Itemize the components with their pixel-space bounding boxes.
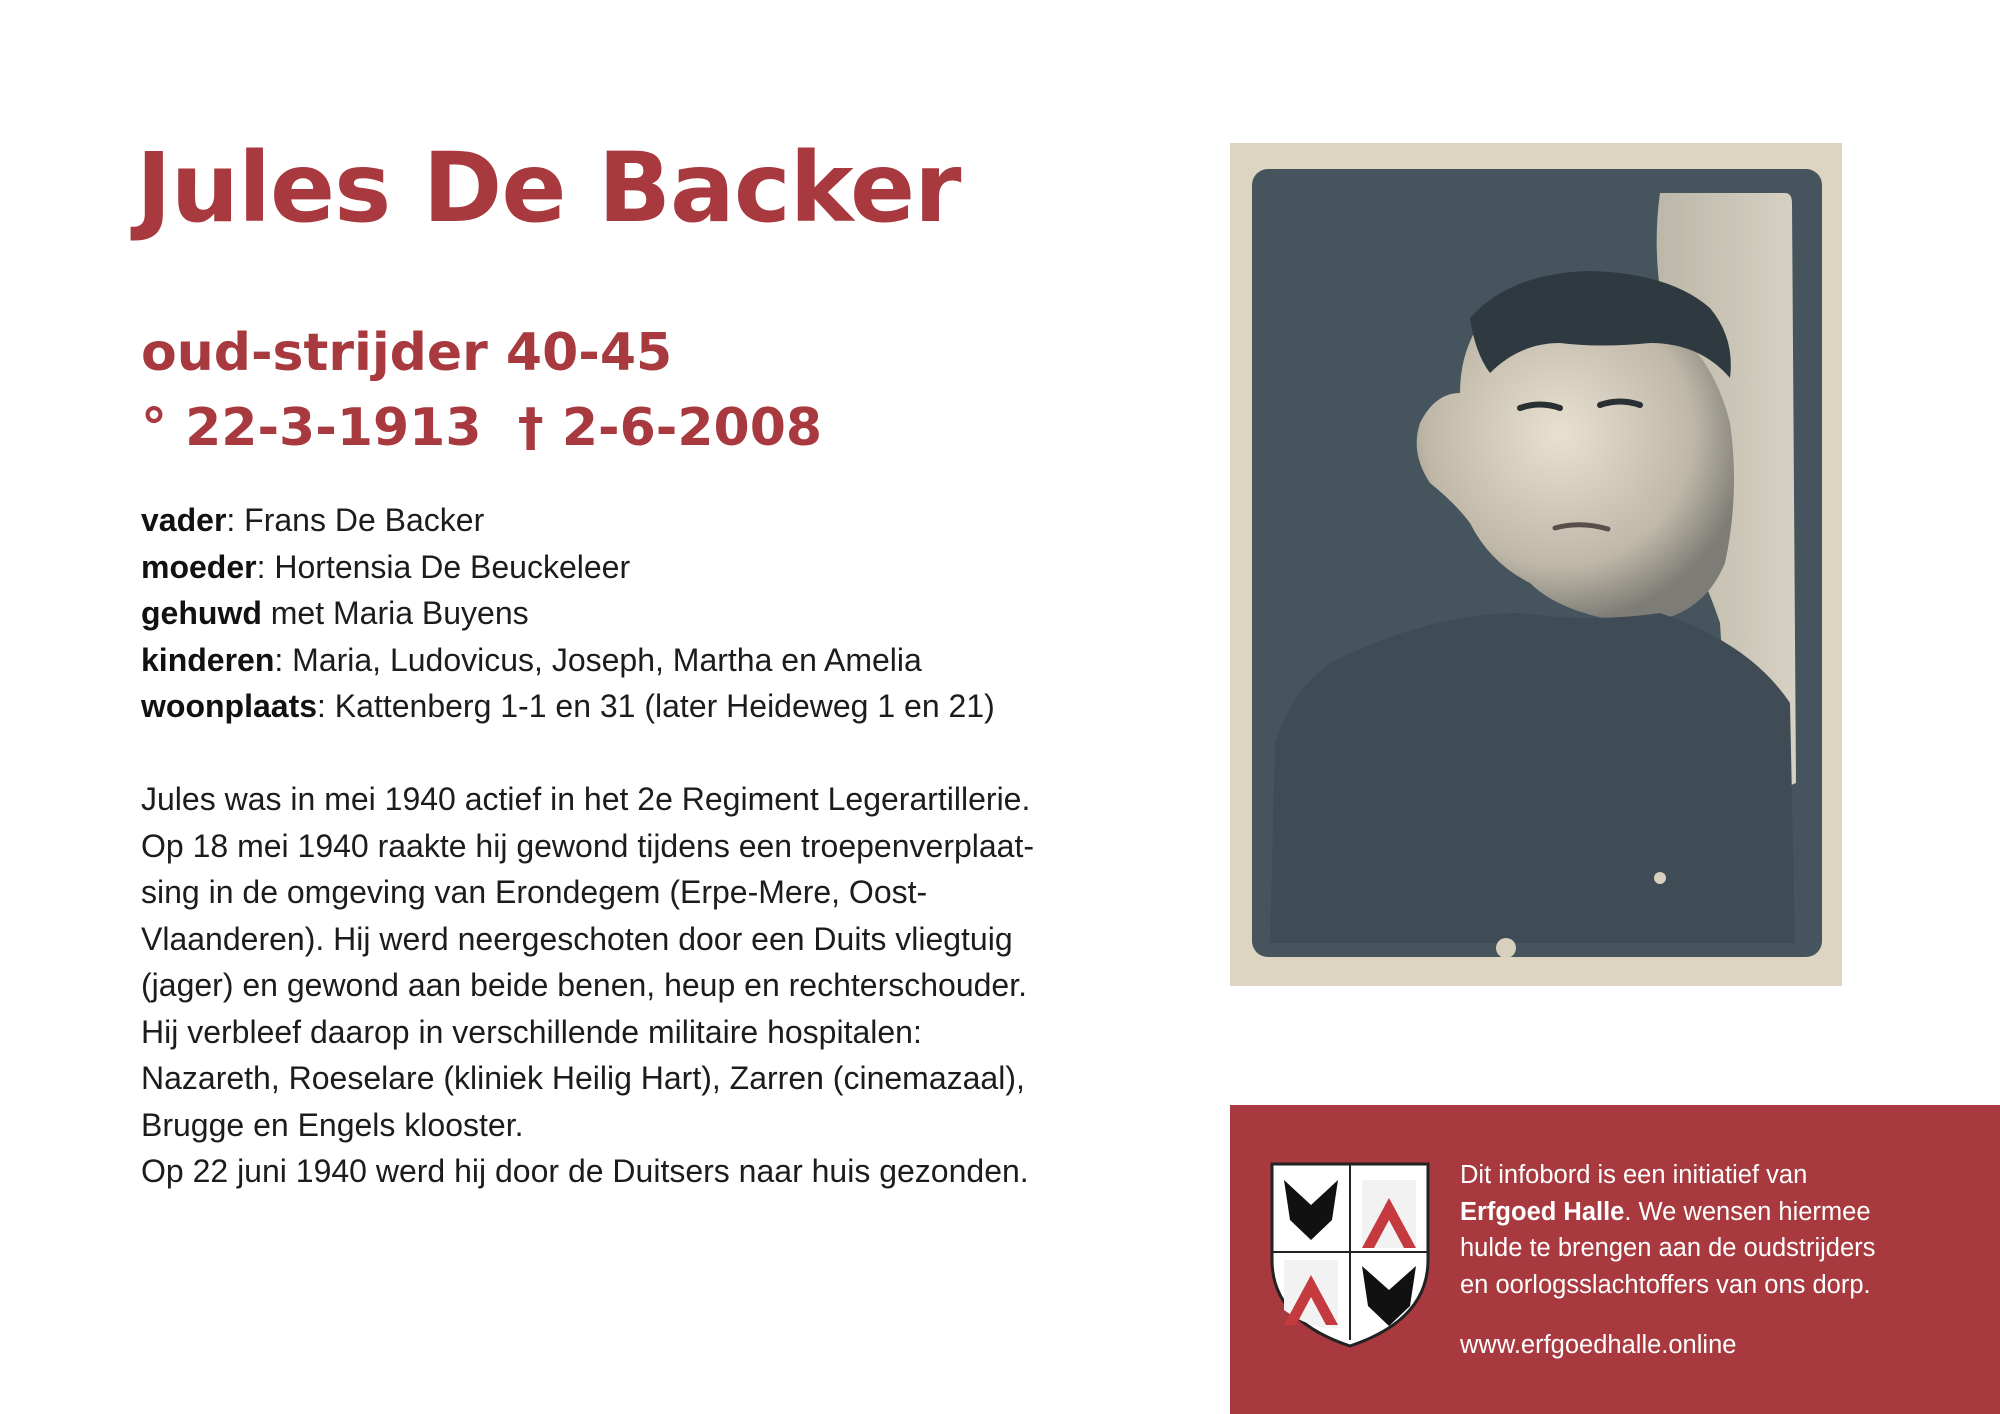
family-info <box>141 497 995 730</box>
story-line: Jules was in mei 1940 actief in het 2e Regiment Legerartillerie. <box>141 781 1031 817</box>
mother-value: : Hortensia De Beuckeleer <box>256 548 631 585</box>
website-link[interactable]: www.erfgoedhalle.online <box>1460 1331 1737 1359</box>
story-line: Nazareth, Roeselare (kliniek Heilig Hart), Zarren (cinemazaal), <box>141 1060 1025 1096</box>
children-label: kinderen <box>141 641 275 678</box>
person-dates: ° 22-3-1913 † 2-6-2008 <box>141 398 823 458</box>
story-line: Vlaanderen). Hij werd neergeschoten door een Duits vliegtuig <box>141 920 1013 957</box>
coat-of-arms-icon <box>1266 1160 1434 1350</box>
residence-line <box>141 683 995 730</box>
footer-line: Dit infobord is een initiatief van <box>1460 1161 1808 1189</box>
story-line: Hij verbleef daarop in verschillende militaire hospitalen: <box>141 1013 922 1050</box>
married-line <box>141 590 995 637</box>
children-line <box>141 637 995 684</box>
children-value: : Maria, Ludovicus, Joseph, Martha en Amelia <box>274 641 922 678</box>
story-line: Op 18 mei 1940 raakte hij gewond tijdens een troepenverplaat- <box>141 827 1035 864</box>
story-line: Brugge en Engels klooster. <box>141 1106 524 1143</box>
person-name: Jules De Backer <box>136 132 961 244</box>
org-name: Erfgoed Halle <box>1460 1197 1625 1226</box>
footer-line: en oorlogsslachtoffers van ons dorp. <box>1460 1270 1871 1299</box>
footer-line <box>1460 1194 1980 1231</box>
portrait-image <box>1230 143 1842 986</box>
subtitle-block <box>141 316 822 466</box>
footer-line: hulde te brengen aan de oudstrijders <box>1460 1234 1876 1262</box>
story-text <box>141 776 1101 1195</box>
story-line: (jager) en gewond aan beide benen, heup en rechterschouder. <box>141 967 1027 1003</box>
residence-label: woonplaats <box>141 688 318 724</box>
father-line <box>141 497 995 544</box>
story-line: Op 22 juni 1940 werd hij door de Duitsers naar huis gezonden. <box>141 1153 1029 1189</box>
residence-value: : Kattenberg 1-1 en 31 (later Heideweg 1 en 21) <box>317 688 995 724</box>
mother-label: moeder <box>141 548 257 585</box>
footer-line-rest: . We wensen hiermee <box>1624 1197 1871 1226</box>
portrait-photo <box>1230 143 1842 986</box>
person-role: oud-strijder 40-45 <box>141 323 673 383</box>
story-line: sing in de omgeving van Erondegem (Erpe-Mere, Oost- <box>141 874 928 910</box>
father-value: : Frans De Backer <box>226 502 485 538</box>
married-label: gehuwd <box>141 595 262 631</box>
father-label: vader <box>141 502 227 538</box>
footer-text <box>1460 1157 1980 1303</box>
footer-panel <box>1230 1105 2000 1414</box>
married-value: met Maria Buyens <box>261 595 529 631</box>
mother-line <box>141 544 995 591</box>
